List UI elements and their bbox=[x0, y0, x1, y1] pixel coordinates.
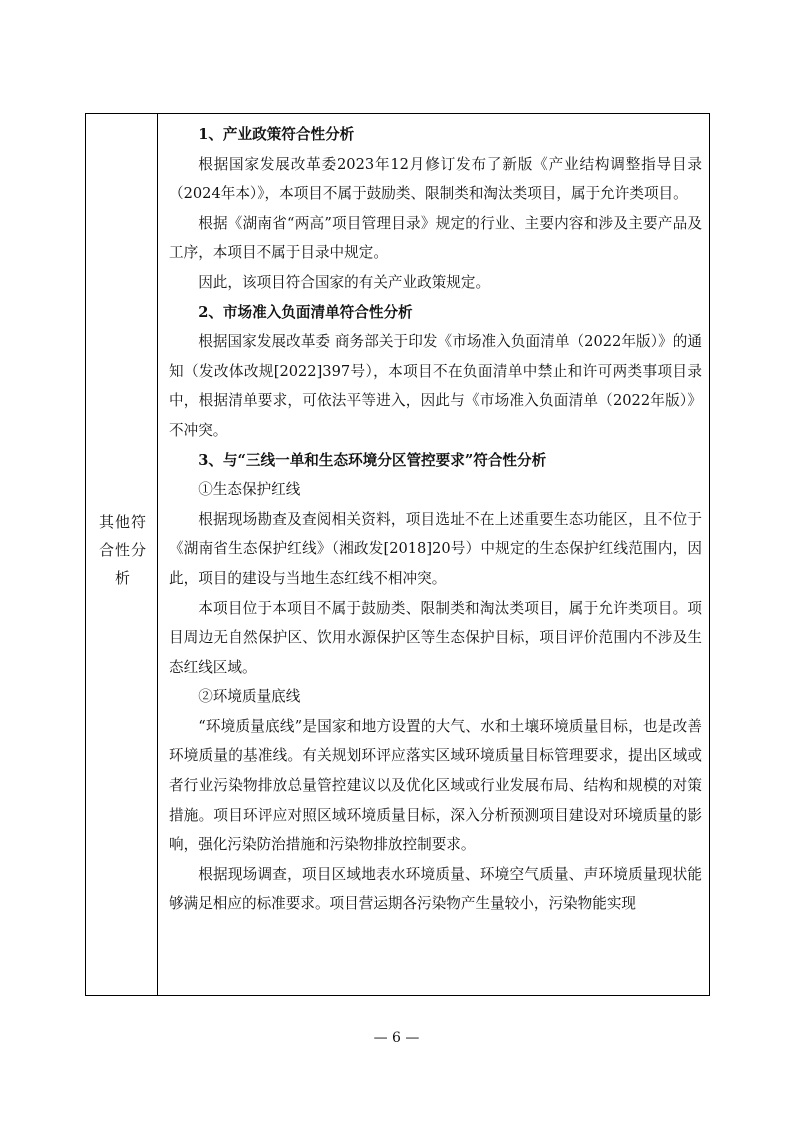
paragraph: “环境质量底线”是国家和地方设置的大气、水和土壤环境质量目标，也是改善环境质量的基准线。有关规划环评应落实区域环境质量目标管理要求，提出区域或者行业污染物排放总量管控建议以及优化区域或行业发展布局、结构和规模的对策措施。项目环评应对照区域环境质量目标，深入分析预测项目建设对环境质量的影响，强化污染防治措施和污染物排放控制要求。 bbox=[169, 717, 702, 854]
section-heading: 3、与“三线一单和生态环境分区管控要求”符合性分析 bbox=[198, 451, 547, 469]
section-heading: 2、市场准入负面清单符合性分析 bbox=[198, 303, 413, 321]
paragraph: 根据国家发展改革委 商务部关于印发《市场准入负面清单（2022年版）》的通知（发改体改规[2022]397号），本项目不在负面清单中禁止和许可两类事项目录中，根据清单要求，可依法平等进入，因此与《市场准入负面清单（2022年版）》不冲突。 bbox=[169, 333, 702, 439]
paragraph: 根据国家发展改革委2023年12月修订发布了新版《产业结构调整指导目录（2024年本）》，本项目不属于鼓励类、限制类和淘汰类项目，属于允许类项目。 bbox=[169, 155, 702, 203]
paragraph: 本项目位于本项目不属于鼓励类、限制类和淘汰类项目，属于允许类项目。项目周边无自然保护区、饮用水源保护区等生态保护目标，项目评价范围内不涉及生态红线区域。 bbox=[169, 599, 702, 676]
paragraph: ②环境质量底线 bbox=[198, 688, 301, 706]
paragraph: 根据现场调查，项目区域地表水环境质量、环境空气质量、声环境质量现状能够满足相应的标准要求。项目营运期各污染物产生量较小，污染物能实现 bbox=[169, 865, 702, 913]
paragraph: 根据《湖南省“两高”项目管理目录》规定的行业、主要内容和涉及主要产品及工序，本项目不属于目录中规定。 bbox=[169, 214, 702, 262]
row-label: 其他符合性分析 bbox=[98, 513, 147, 587]
paragraph: ①生态保护红线 bbox=[198, 481, 301, 499]
analysis-content bbox=[169, 120, 702, 919]
content-table bbox=[85, 113, 710, 996]
paragraph: 根据现场勘查及查阅相关资料，项目选址不在上述重要生态功能区，且不位于《湖南省生态保护红线》（湘政发[2018]20号）中规定的生态保护红线范围内，因此，项目的建设与当地生态红线不相冲突。 bbox=[169, 510, 702, 587]
section-heading: 1、产业政策符合性分析 bbox=[198, 126, 355, 143]
paragraph: 因此，该项目符合国家的有关产业政策规定。 bbox=[198, 273, 491, 291]
label-column bbox=[86, 114, 158, 995]
page-number: — 6 — bbox=[373, 1030, 420, 1046]
